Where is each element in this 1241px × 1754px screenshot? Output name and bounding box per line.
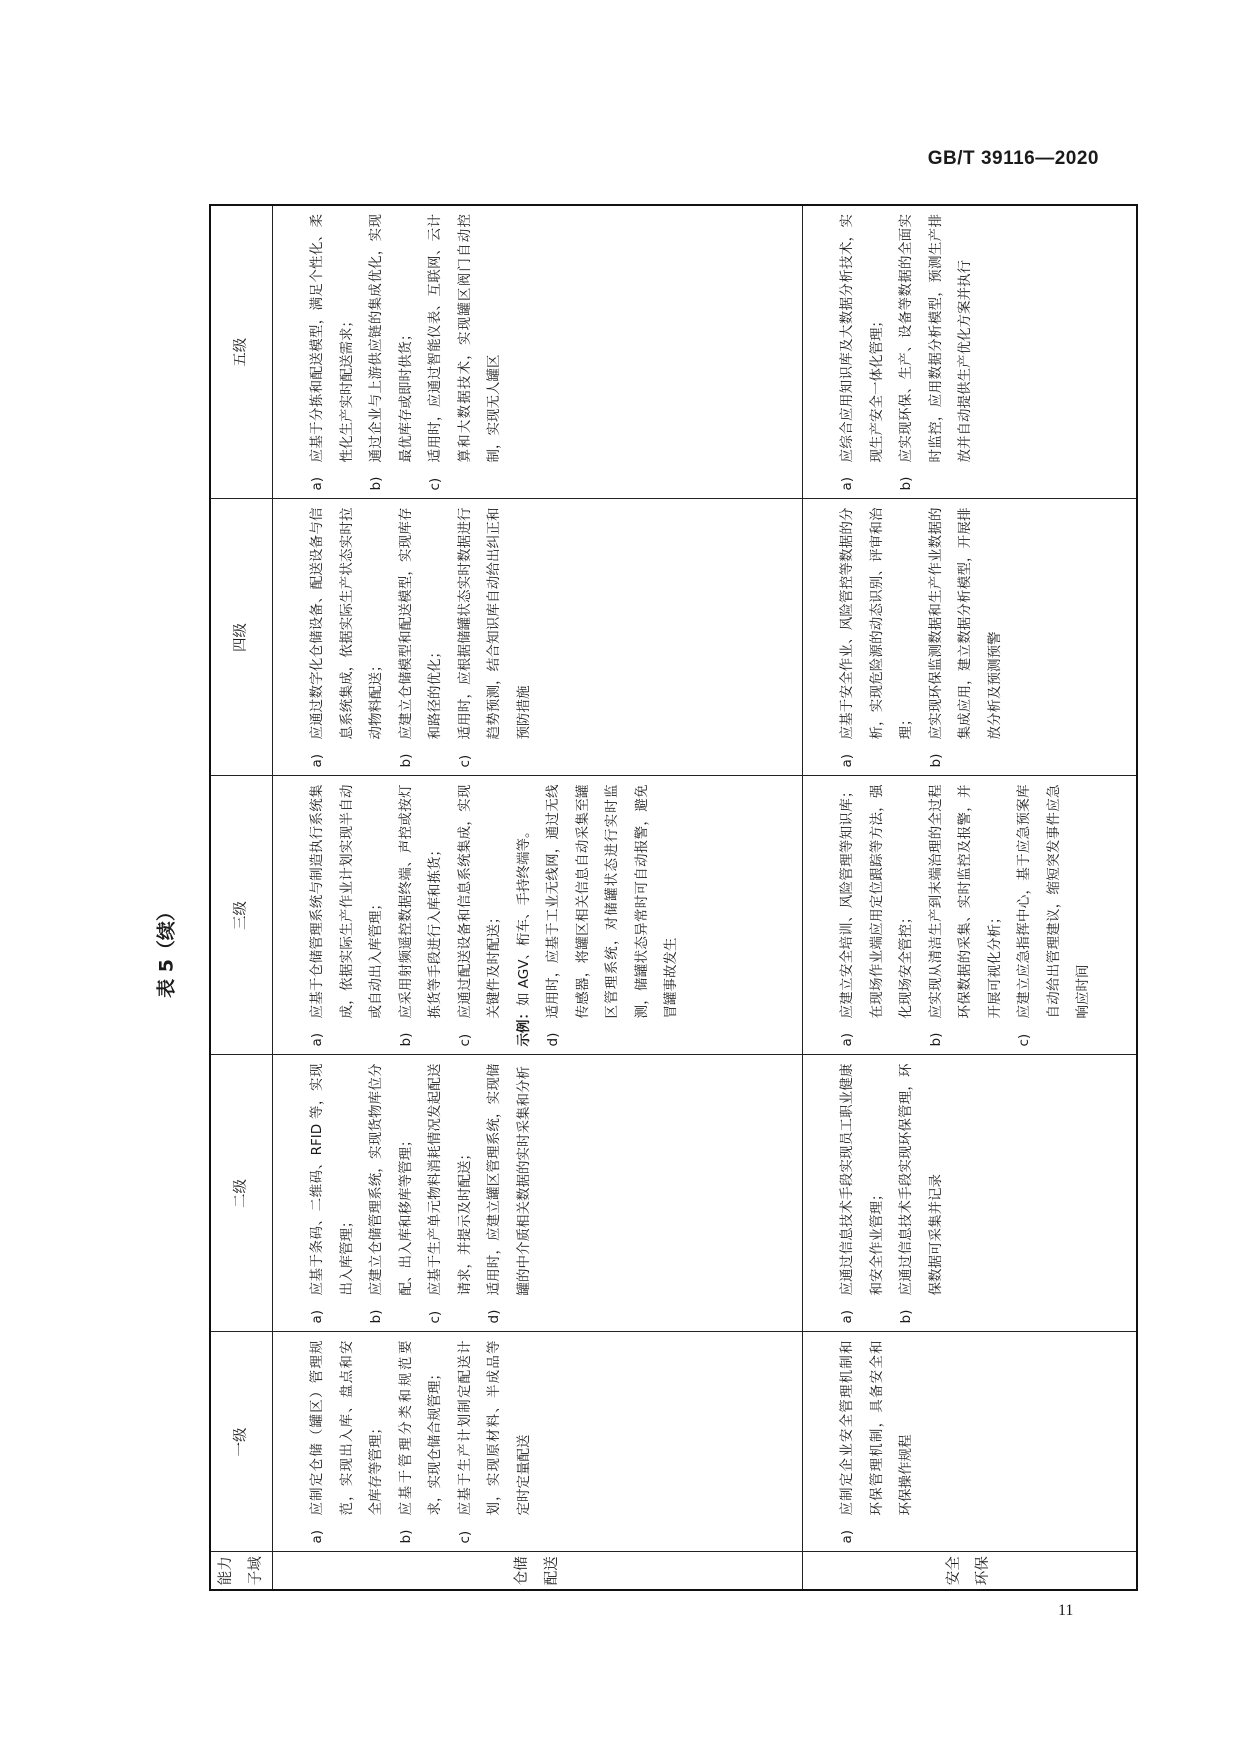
item-label: d) [545,1032,561,1047]
list-item [539,785,687,1047]
item-label: b) [927,753,944,768]
list-item [303,785,392,1047]
list-item [362,214,421,491]
item-text: 应基于生产单元物料消耗情况发起配送请求，并提示及时配送； [427,1063,473,1296]
item-label: a) [309,753,325,768]
item-label: b) [397,1529,414,1544]
item-label: c) [427,1310,443,1324]
example-text: 如 AGV、桁车、手持终端等。 [515,824,532,1006]
list-item [392,785,451,1047]
item-label: a) [839,1309,855,1324]
domain-cell: 安全环保 [803,1552,1137,1590]
item-label: b) [898,1309,914,1324]
list-item [303,1064,362,1324]
list-item [833,785,922,1047]
level-4-cell [803,499,1137,776]
item-text: 应建立仓储模型和配送模型，实现库存和路径的优化； [397,507,443,740]
item-text: 适用时，应根据储罐状态实时数据进行趋势预测，结合知识库自动给出纠正和预防措施 [456,507,532,740]
list-item [451,508,540,768]
item-label: b) [898,476,914,491]
item-text: 应综合应用知识库及大数据分析技术，实现生产安全一体化管理； [839,214,885,463]
table-container [209,206,1108,1591]
level-3-cell [273,776,803,1055]
item-label: b) [927,1032,944,1047]
level-3-cell [803,776,1137,1055]
item-label: c) [456,1033,473,1047]
list-item [833,214,892,491]
item-text: 适用时，应基于工业无线网，通过无线传感器，将罐区相关信息自动采集至罐区管理系统，对储罐状态进行实时监测，储罐状态异常时可自动报警，避免冒罐事故发生 [545,784,679,1019]
list-item [303,508,392,768]
table-row-storage [273,205,803,1590]
item-label: a) [309,1309,325,1324]
item-text: 适用时，应通过智能仪表、互联网、云计算和大数据技术，实现罐区阀门自动控制，实现无人罐区 [427,214,502,463]
list-item [922,508,1011,768]
list-item [392,508,451,768]
header-level-2: 二级 [210,1055,273,1332]
table-row-safety [803,205,1137,1590]
item-text: 应基于分拣和配送模型，满足个性化、柔性化生产实时配送需求； [309,214,355,463]
header-domain: 能力子域 [210,1552,273,1590]
item-text: 应实现环保监测数据和生产作业数据的集成应用，建立数据分析模型，开展排放分析及预测预警 [927,507,1003,740]
item-label: a) [309,1032,325,1047]
list-item [451,785,510,1047]
table-caption: 表 5（续） [155,902,178,998]
item-text: 适用时，应建立罐区管理系统，实现储罐的中介质相关数据的实时采集和分析 [486,1063,532,1296]
item-text: 应建立安全培训、风险管理等知识库；在现场作业端应用定位跟踪等方法，强化现场安全管控； [839,784,914,1019]
item-label: a) [309,1529,325,1544]
item-label: c) [456,1530,473,1544]
page-number: 11 [1058,1602,1074,1619]
list-item [421,1064,480,1324]
list-item [892,214,981,491]
item-text: 应制定企业安全管理机制和环保管理机制，具备安全和环保操作规程 [839,1340,914,1516]
table-header-row [210,205,273,1590]
item-text: 应制定仓储（罐区）管理规范，实现出入库、盘点和安全库存等管理； [309,1340,384,1516]
level-1-cell [273,1332,803,1552]
header-level-4: 四级 [210,499,273,776]
item-label: b) [397,753,414,768]
item-text: 应实现从清洁生产到末端治理的全过程环保数据的采集、实时监控及报警，并开展可视化分析； [927,784,1003,1019]
item-text: 应基于条码、二维码、RFID 等，实现出入库管理； [309,1063,355,1296]
item-label: b) [368,476,384,491]
level-1-cell [803,1332,1137,1552]
item-text: 通过企业与上游供应链的集成优化，实现最优库存或即时供货； [368,214,414,463]
list-item [1010,785,1099,1047]
item-label: c) [427,477,443,491]
example-note [510,785,540,1047]
example-label: 示例： [515,1006,532,1047]
list-item [451,1341,540,1544]
level-5-cell [803,205,1137,499]
item-text: 应建立应急指挥中心，基于应急预案库自动给出管理建议，缩短突发事件应急响应时间 [1016,784,1091,1019]
item-label: b) [397,1032,414,1047]
item-text: 应基于管理分类和规范要求，实现仓储合规管理； [397,1340,443,1516]
item-text: 应通过信息技术手段实现环保管理，环保数据可采集并记录 [898,1063,944,1296]
level-2-cell [803,1055,1137,1332]
list-item [833,1064,892,1324]
level-5-cell [273,205,803,499]
standard-number: GB/T 39116—2020 [927,148,1099,169]
item-text: 应基于仓储管理系统与制造执行系统集成，依据实际生产作业计划实现半自动或自动出入库管理； [309,784,384,1019]
list-item [421,214,510,491]
list-item [480,1064,539,1324]
list-item [833,1341,922,1544]
item-label: a) [309,476,325,491]
item-label: c) [1016,1033,1032,1047]
item-text: 应建立仓储管理系统，实现货物库位分配、出入库和移库等管理； [368,1063,414,1296]
item-text: 应采用射频遥控数据终端、声控或按灯拣货等手段进行入库和拣货； [397,784,443,1019]
item-label: c) [456,754,473,768]
list-item [833,508,922,768]
item-label: d) [486,1309,502,1324]
item-label: a) [839,1032,855,1047]
list-item [892,1064,951,1324]
list-item [362,1064,421,1324]
list-item [303,1341,392,1544]
domain-cell: 仓储配送 [273,1552,803,1590]
item-label: b) [368,1309,384,1324]
item-label: a) [839,1529,855,1544]
item-text: 应实现环保、生产、设备等数据的全面实时监控，应用数据分析模型，预测生产排放并自动提供生产优化方案并执行 [898,214,973,463]
header-level-5: 五级 [210,205,273,499]
level-2-cell [273,1055,803,1332]
item-text: 应基于生产计划制定配送计划，实现原材料、半成品等定时定量配送 [456,1340,532,1516]
item-text: 应通过信息技术手段实现员工职业健康和安全作业管理； [839,1063,885,1296]
list-item [922,785,1011,1047]
capability-table [209,204,1138,1591]
list-item [392,1341,451,1544]
item-text: 应通过数字化仓储设备、配送设备与信息系统集成，依据实际生产状态实时拉动物料配送； [309,507,384,740]
header-level-1: 一级 [210,1332,273,1552]
item-label: a) [839,753,855,768]
item-text: 应通过配送设备和信息系统集成，实现关键件及时配送； [456,784,502,1019]
item-text: 应基于安全作业、风险管控等数据的分析，实现危险源的动态识别、评审和治理； [839,507,914,740]
list-item [303,214,362,491]
header-level-3: 三级 [210,776,273,1055]
level-4-cell [273,499,803,776]
item-label: a) [839,476,855,491]
